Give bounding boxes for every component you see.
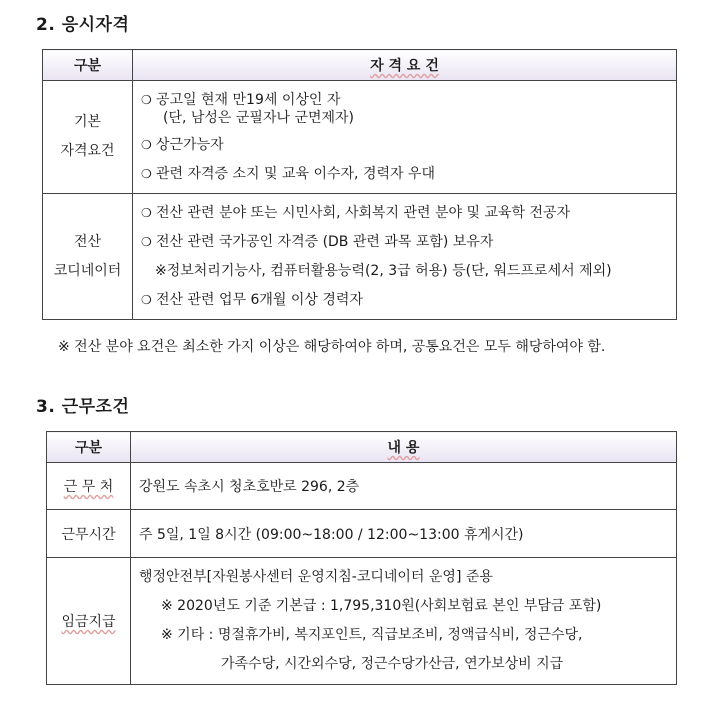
circle-bullet-icon: ❍ bbox=[141, 167, 152, 181]
list-item: ❍ 공고일 현재 만19세 이상인 자 bbox=[141, 86, 670, 115]
category-it-coordinator bbox=[43, 194, 133, 320]
wage-line: 가족수당, 시간외수당, 정근수당가산금, 연가보상비 지급 bbox=[221, 656, 564, 672]
circle-bullet-icon: ❍ bbox=[141, 206, 152, 220]
list-item: ❍ 전산 관련 업무 6개월 이상 경력자 bbox=[141, 286, 670, 315]
header-category: 구분 bbox=[47, 432, 131, 463]
hours-value: 주 5일, 1일 8시간 (09:00~18:00 / 12:00~13:00 휴게시간) bbox=[131, 510, 677, 558]
circle-bullet-icon: ❍ bbox=[141, 293, 152, 307]
list-item: ❍ 전산 관련 분야 또는 시민사회, 사회복지 관련 분야 및 교육학 전공자 bbox=[141, 199, 670, 228]
conditions-header-row bbox=[47, 432, 677, 463]
list-item-reference: ※정보처리기능사, 컴퓨터활용능력(2, 3급 허용) 등(단, 워드프로세서 제외) bbox=[155, 263, 612, 279]
list-item: ❍ 전산 관련 국가공인 자격증 (DB 관련 과목 포함) 보유자 bbox=[141, 228, 670, 257]
qualification-table bbox=[42, 49, 677, 320]
list-item: ❍ 상근가능자 bbox=[141, 131, 670, 160]
category-basic-line2: 자격요건 bbox=[60, 143, 115, 159]
conditions-row-location bbox=[47, 463, 677, 510]
qualification-note: ※ 전산 분야 요건은 최소한 가지 이상은 해당하여야 하며, 공통요건은 모두 해당하여야 함. bbox=[58, 339, 606, 355]
section-3-title: 3. 근무조건 bbox=[36, 397, 130, 417]
header-contents-label: 내 용 bbox=[387, 440, 420, 456]
category-basic bbox=[43, 81, 133, 194]
list-item: ❍ 관련 자격증 소지 및 교육 이수자, 경력자 우대 bbox=[141, 160, 670, 189]
circle-bullet-icon: ❍ bbox=[141, 93, 152, 107]
header-category: 구분 bbox=[43, 50, 133, 81]
header-requirements-label: 자 격 요 건 bbox=[370, 58, 439, 74]
category-hours: 근무시간 bbox=[47, 510, 131, 558]
category-location: 근 무 처 bbox=[47, 463, 131, 510]
section-2-title: 2. 응시자격 bbox=[36, 15, 130, 35]
qualification-row-it bbox=[43, 194, 677, 320]
category-it-line2: 코디네이터 bbox=[53, 262, 122, 279]
header-contents bbox=[131, 432, 677, 463]
conditions-row-wage bbox=[47, 558, 677, 685]
working-conditions-table bbox=[46, 431, 677, 685]
wage-details bbox=[131, 558, 677, 685]
circle-bullet-icon: ❍ bbox=[141, 235, 152, 249]
category-wage: 임금지급 bbox=[47, 558, 131, 685]
qualification-row-basic bbox=[43, 81, 677, 194]
it-requirements-list bbox=[133, 194, 677, 320]
wage-line: ※ 기타 : 명절휴가비, 복지포인트, 직급보조비, 정액급식비, 정근수당, bbox=[161, 627, 583, 643]
circle-bullet-icon: ❍ bbox=[141, 138, 152, 152]
header-requirements bbox=[133, 50, 677, 81]
category-basic-line1: 기본 bbox=[73, 114, 102, 130]
location-value: 강원도 속초시 청초호반로 296, 2층 bbox=[131, 463, 677, 510]
conditions-row-hours bbox=[47, 510, 677, 558]
basic-requirements-list bbox=[133, 81, 677, 194]
list-item-note: (단, 남성은 군필자나 군면제자) bbox=[163, 110, 355, 126]
category-it-line1: 전산 bbox=[73, 233, 102, 250]
wage-line: ※ 2020년도 기준 기본급 : 1,795,310원(사회보험료 본인 부담금 포함) bbox=[161, 598, 602, 614]
qualification-header-row bbox=[43, 50, 677, 81]
wage-line: 행정안전부[자원봉사센터 운영지침-코디네이터 운영] 준용 bbox=[139, 569, 493, 585]
